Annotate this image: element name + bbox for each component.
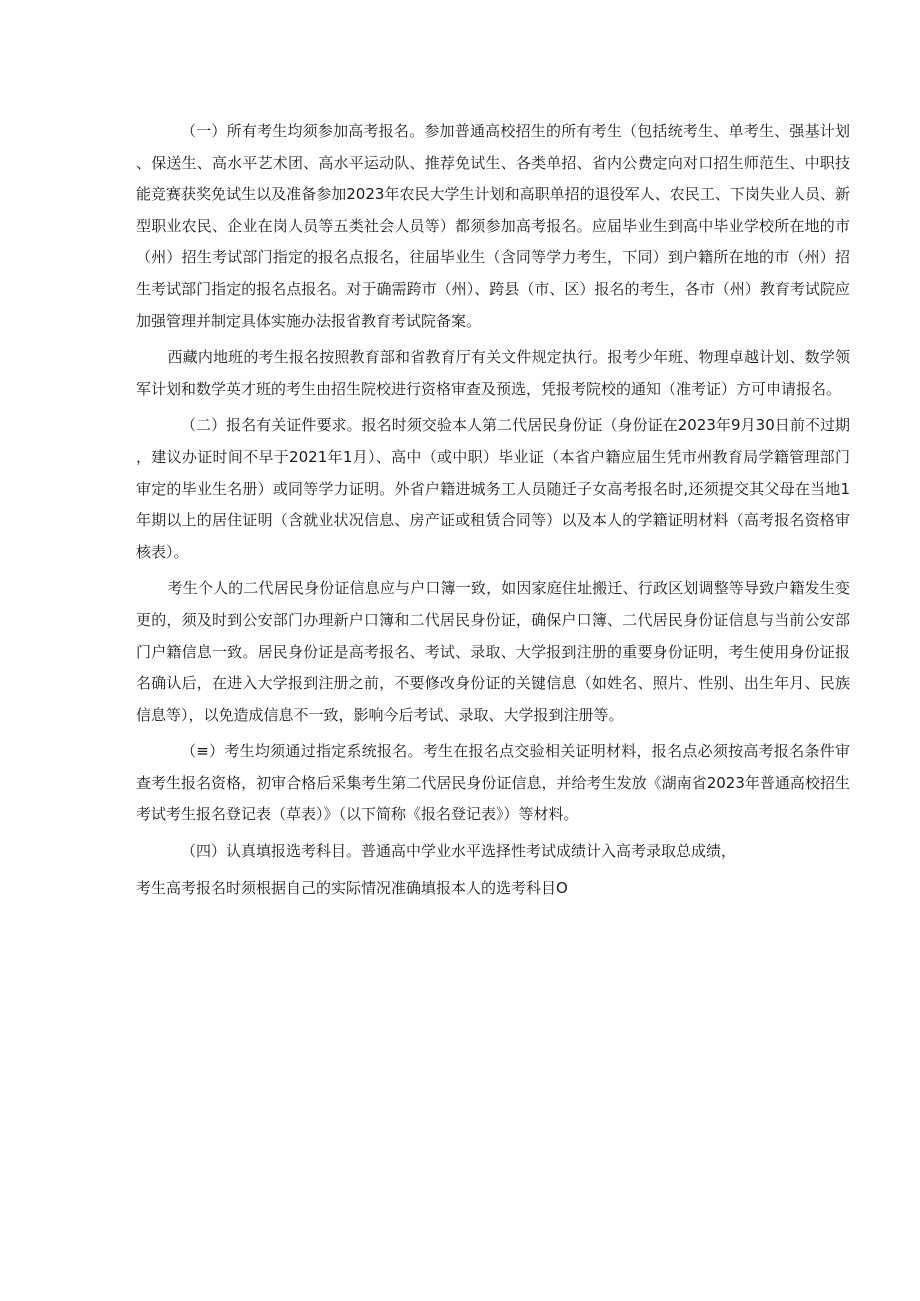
paragraph-registration-required: （一）所有考生均须参加高考报名。参加普通高校招生的所有考生（包括统考生、单考生、强基计划、保送生、高水平艺术团、高水平运动队、推荐免试生、各类单招、省内公费定向对口招生师范生、中职技能竞赛获奖免试生以及准备参加2023年农民大学生计划和高职单招的退役军人、农民工、下岗失业人员、新型职业农民、企业在岗人员等五类社会人员等）都须参加高考报名。应届毕业生到高中毕业学校所在地的市（州）招生考试部门指定的报名点报名，往届毕业生（含同等学力考生，下同）到户籍所在地的市（州）招生考试部门指定的报名点报名。对于确需跨市（州）、跨县（市、区）报名的考生，各市（州）教育考试院应加强管理并制定具体实施办法报省教育考试院备案。 — [136, 122, 850, 330]
paragraph-system-registration: （≡）考生均须通过指定系统报名。考生在报名点交验相关证明材料，报名点必须按高考报名条件审查考生报名资格，初审合格后采集考生第二代居民身份证信息，并给考生发放《湖南省2023年普通高校招生考试考生报名登记表（草表）》（以下简称《报名登记表》）等材料。 — [136, 742, 850, 824]
paragraph-id-consistency: 考生个人的二代居民身份证信息应与户口簿一致，如因家庭住址搬迁、行政区划调整等导致户籍发生变更的，须及时到公安部门办理新户口簿和二代居民身份证，确保户口簿、二代居民身份证信息与当前公安部门户籍信息一致。居民身份证是高考报名、考试、录取、大学报到注册的重要身份证明，考生使用身份证报名确认后，在进入大学报到注册之前，不要修改身份证的关键信息（如姓名、照片、性别、出生年月、民族信息等），以免造成信息不一致，影响今后考试、录取、大学报到注册等。 — [136, 579, 850, 724]
paragraph-elective-subjects: （四）认真填报选考科目。普通高中学业水平选择性考试成绩计入高考录取总成绩， — [181, 842, 737, 861]
paragraph-elective-subjects-continued: 考生高考报名时须根据自己的实际情况准确填报本人的选考科目O — [136, 878, 568, 897]
paragraph-tibet-class: 西藏内地班的考生报名按照教育部和省教育厅有关文件规定执行。报考少年班、物理卓越计划、数学领军计划和数学英才班的考生由招生院校进行资格审查及预选，凭报考院校的通知（准考证）方可申请报名。 — [136, 348, 850, 398]
paragraph-id-requirements: （二）报名有关证件要求。报名时须交验本人第二代居民身份证（身份证在2023年9月30日前不过期，建议办证时间不早于2021年1月）、高中（或中职）毕业证（本省户籍应届生凭市州教育局学籍管理部门审定的毕业生名册）或同等学力证明。外省户籍进城务工人员随迁子女高考报名时,还须提交其父母在当地1年期以上的居住证明（含就业状况信息、房产证或租赁合同等）以及本人的学籍证明材料（高考报名资格审核表）。 — [136, 416, 850, 561]
document-body — [136, 116, 850, 909]
